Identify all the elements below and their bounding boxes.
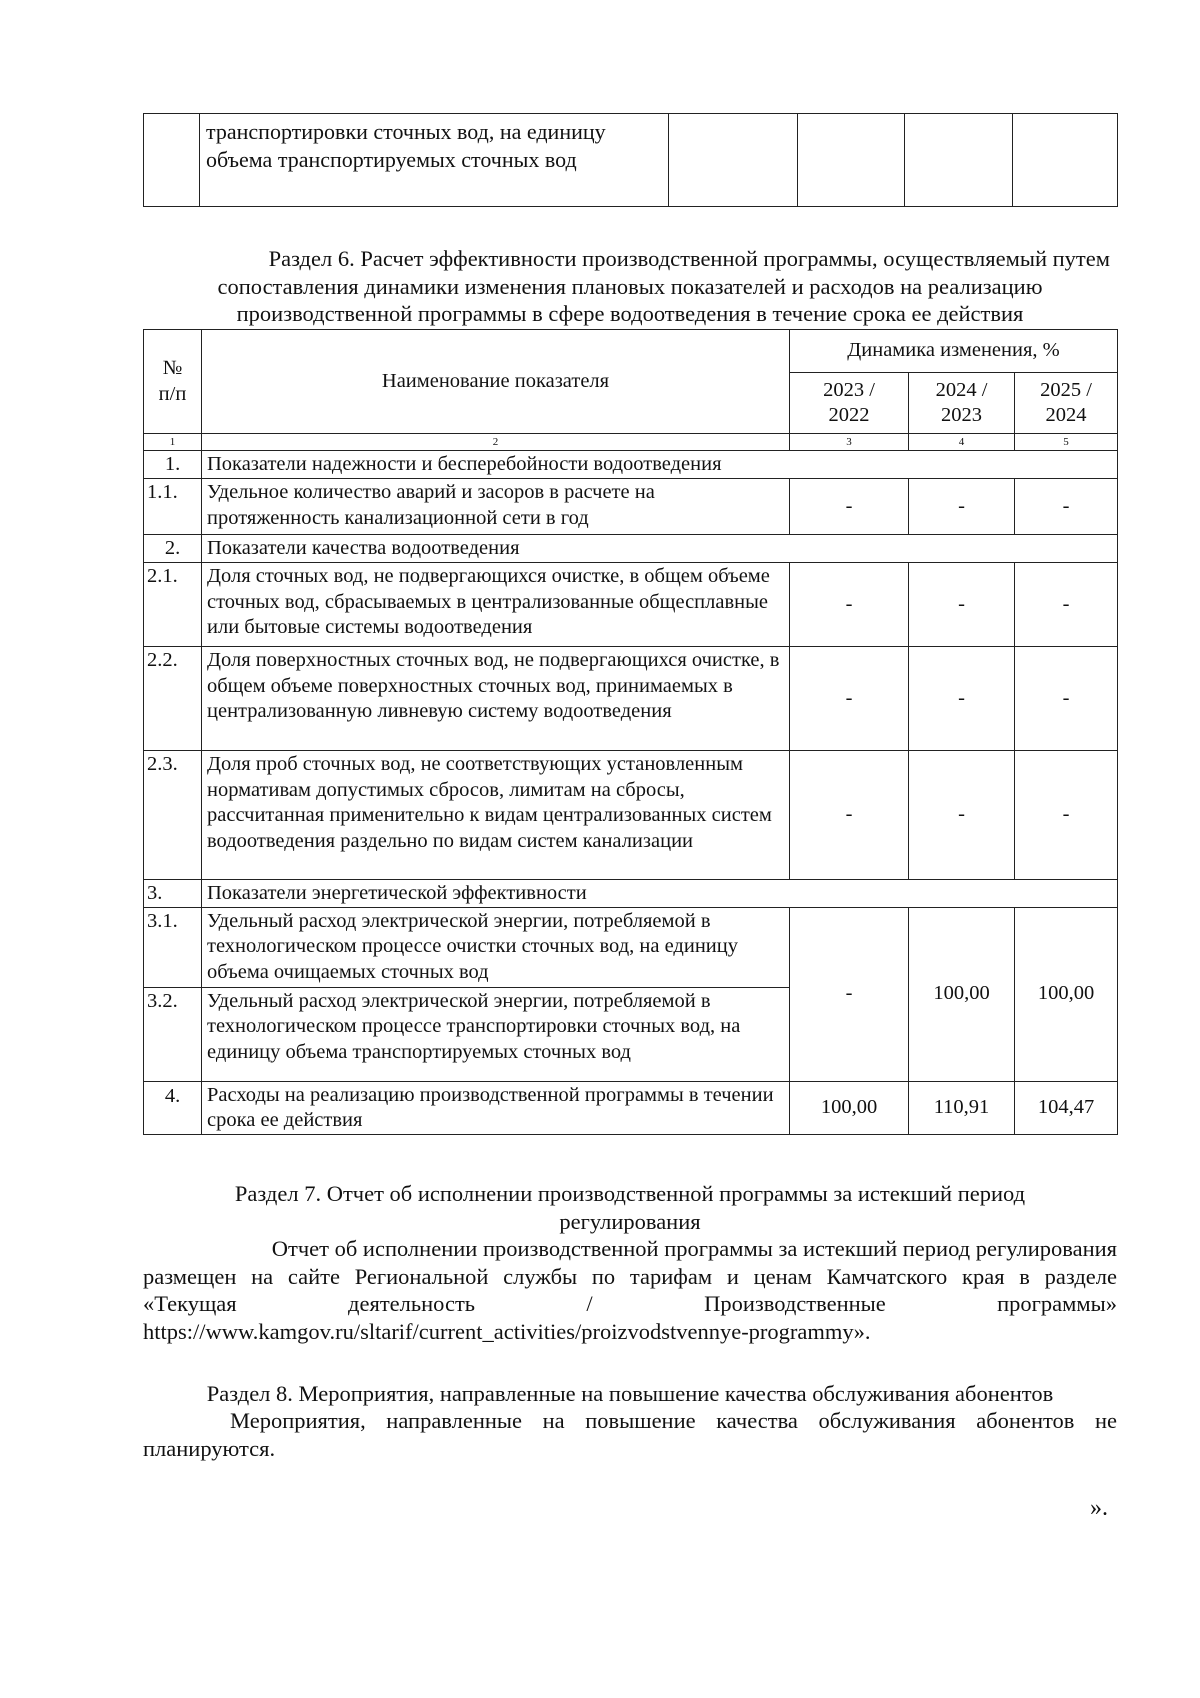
header-name: Наименование показателя xyxy=(381,369,610,392)
table-row xyxy=(144,647,1118,751)
cont-text-line: объема транспортируемых сточных вод xyxy=(206,147,577,172)
section6-title xyxy=(150,245,1110,328)
indicator-name: Удельный расход электрической энергии, потребляемой в технологическом процессе транспортировки сточных вод, на единицу объема транспортируемых сточных вод xyxy=(202,987,790,1081)
value-cell: - xyxy=(790,479,909,535)
header-year: 2022 xyxy=(828,404,870,426)
group-title: Показатели надежности и бесперебойности водоотведения xyxy=(202,451,1118,479)
value-cell: - xyxy=(790,751,909,880)
value-cell: - xyxy=(1015,479,1118,535)
efficiency-table xyxy=(143,329,1118,1135)
value-cell: - xyxy=(790,647,909,751)
header-year-cell xyxy=(1015,373,1118,434)
section7-link: https://www.kamgov.ru/sltarif/current_activities/proizvodstvennye-programmy». xyxy=(143,1318,871,1344)
row-number: 3.2. xyxy=(144,987,202,1081)
column-number: 4 xyxy=(909,434,1015,451)
header-year-cell xyxy=(790,373,909,434)
header-dynamics: Динамика изменения, % xyxy=(847,339,1060,362)
cont-cell xyxy=(905,114,1013,207)
cont-cell xyxy=(1013,114,1118,207)
row-number: 1. xyxy=(144,451,202,479)
value-cell: - xyxy=(790,563,909,647)
header-year: 2023 xyxy=(941,404,982,426)
column-number: 3 xyxy=(790,434,909,451)
header-dynamics-cell xyxy=(790,330,1118,373)
column-number: 2 xyxy=(202,434,790,451)
group-title: Показатели качества водоотведения xyxy=(202,535,1118,563)
section8-para-line: Мероприятия, направленные на повышение качества обслуживания абонентов не xyxy=(230,1408,1117,1433)
continuation-table xyxy=(143,113,1118,207)
indicator-name: Расходы на реализацию производственной программы в течении срока ее действия xyxy=(202,1081,790,1134)
value-cell: - xyxy=(909,647,1015,751)
cont-text-cell xyxy=(200,114,669,207)
table-row xyxy=(144,1081,1118,1134)
section8-title xyxy=(143,1380,1117,1408)
row-number: 2.3. xyxy=(144,751,202,880)
header-no: № xyxy=(162,357,183,379)
value-cell: 100,00 xyxy=(909,907,1015,1081)
column-number: 5 xyxy=(1015,434,1118,451)
indicator-name: Доля проб сточных вод, не соответствующих установленным нормативам допустимых сбросов, лимитам на сбросы, рассчитанная применительно к видам централизованных систем водоотведения раздельно по видам систем канализации xyxy=(202,751,790,880)
value-cell: 100,00 xyxy=(790,1081,909,1134)
value-cell: 110,91 xyxy=(909,1081,1015,1134)
cont-no-cell xyxy=(144,114,200,207)
closing-quote-mark: ». xyxy=(1090,1495,1108,1521)
section8-paragraph xyxy=(143,1407,1117,1462)
cont-text-line: транспортировки сточных вод, на единицу xyxy=(206,119,606,144)
header-no: п/п xyxy=(158,382,187,405)
header-no-cell xyxy=(144,330,202,434)
header-year: 2023 / xyxy=(823,378,875,401)
cont-cell xyxy=(669,114,798,207)
section6-title-line: Раздел 6. Расчет эффективности производственной программы, осуществляемый путем xyxy=(268,246,1110,271)
indicator-name: Доля сточных вод, не подвергающихся очистке, в общем объеме сточных вод, сбрасываемых в централизованные общесплавные или бытовые системы водоотведения xyxy=(202,563,790,647)
group-row xyxy=(144,451,1118,479)
indicator-name: Удельный расход электрической энергии, потребляемой в технологическом процессе очистки сточных вод, на единицу объема очищаемых сточных вод xyxy=(202,907,790,987)
value-cell: - xyxy=(909,479,1015,535)
section7-title xyxy=(143,1180,1117,1235)
section7-title-line: Раздел 7. Отчет об исполнении производственной программы за истекший период xyxy=(234,1181,1026,1206)
section7-para-line: размещен на сайте Региональной службы по тарифам и ценам Камчатского края в разделе xyxy=(143,1263,1117,1289)
group-title: Показатели энергетической эффективности xyxy=(202,880,1118,908)
group-row xyxy=(144,535,1118,563)
row-number: 3.1. xyxy=(144,907,202,987)
indicator-name: Доля поверхностных сточных вод, не подвергающихся очистке, в общем объеме поверхностных сточных вод, принимаемых в централизованную ливневую систему водоотведения xyxy=(202,647,790,751)
row-number: 2.2. xyxy=(144,647,202,751)
value-cell: - xyxy=(909,563,1015,647)
section7-paragraph xyxy=(143,1235,1117,1345)
header-year: 2024 / xyxy=(935,378,988,401)
section8-title-line: Раздел 8. Мероприятия, направленные на повышение качества обслуживания абонентов xyxy=(206,1381,1054,1406)
section7-title-line: регулирования xyxy=(559,1208,701,1234)
column-number: 1 xyxy=(144,434,202,451)
row-number: 2. xyxy=(144,535,202,563)
section7-para-line: Отчет об исполнении производственной программы за истекший период регулирования xyxy=(271,1236,1117,1261)
header-year: 2025 / xyxy=(1040,378,1092,401)
row-number: 1.1. xyxy=(144,479,202,535)
section6-title-line: производственной программы в сфере водоотведения в течение срока ее действия xyxy=(236,301,1024,326)
value-cell: 104,47 xyxy=(1015,1081,1118,1134)
section6-title-line: сопоставления динамики изменения плановых показателей и расходов на реализацию xyxy=(217,273,1043,299)
row-number: 3. xyxy=(144,880,202,908)
header-year-cell xyxy=(909,373,1015,434)
header-name-cell xyxy=(202,330,790,434)
section7-para-line: «Текущая деятельность / Производственные программы» xyxy=(143,1291,1117,1316)
column-numbers-row xyxy=(144,434,1118,451)
value-cell: - xyxy=(1015,647,1118,751)
table-row xyxy=(144,751,1118,880)
header-year: 2024 xyxy=(1045,404,1087,426)
table-row xyxy=(144,907,1118,987)
row-number: 4. xyxy=(144,1081,202,1134)
value-cell: 100,00 xyxy=(1015,907,1118,1081)
value-cell: - xyxy=(790,907,909,1081)
cont-cell xyxy=(798,114,905,207)
value-cell: - xyxy=(1015,751,1118,880)
indicator-name: Удельное количество аварий и засоров в расчете на протяженность канализационной сети в год xyxy=(202,479,790,535)
table-row xyxy=(144,563,1118,647)
row-number: 2.1. xyxy=(144,563,202,647)
section8-para-line: планируются. xyxy=(143,1435,276,1461)
value-cell: - xyxy=(909,751,1015,880)
value-cell: - xyxy=(1015,563,1118,647)
group-row xyxy=(144,880,1118,908)
table-row xyxy=(144,479,1118,535)
